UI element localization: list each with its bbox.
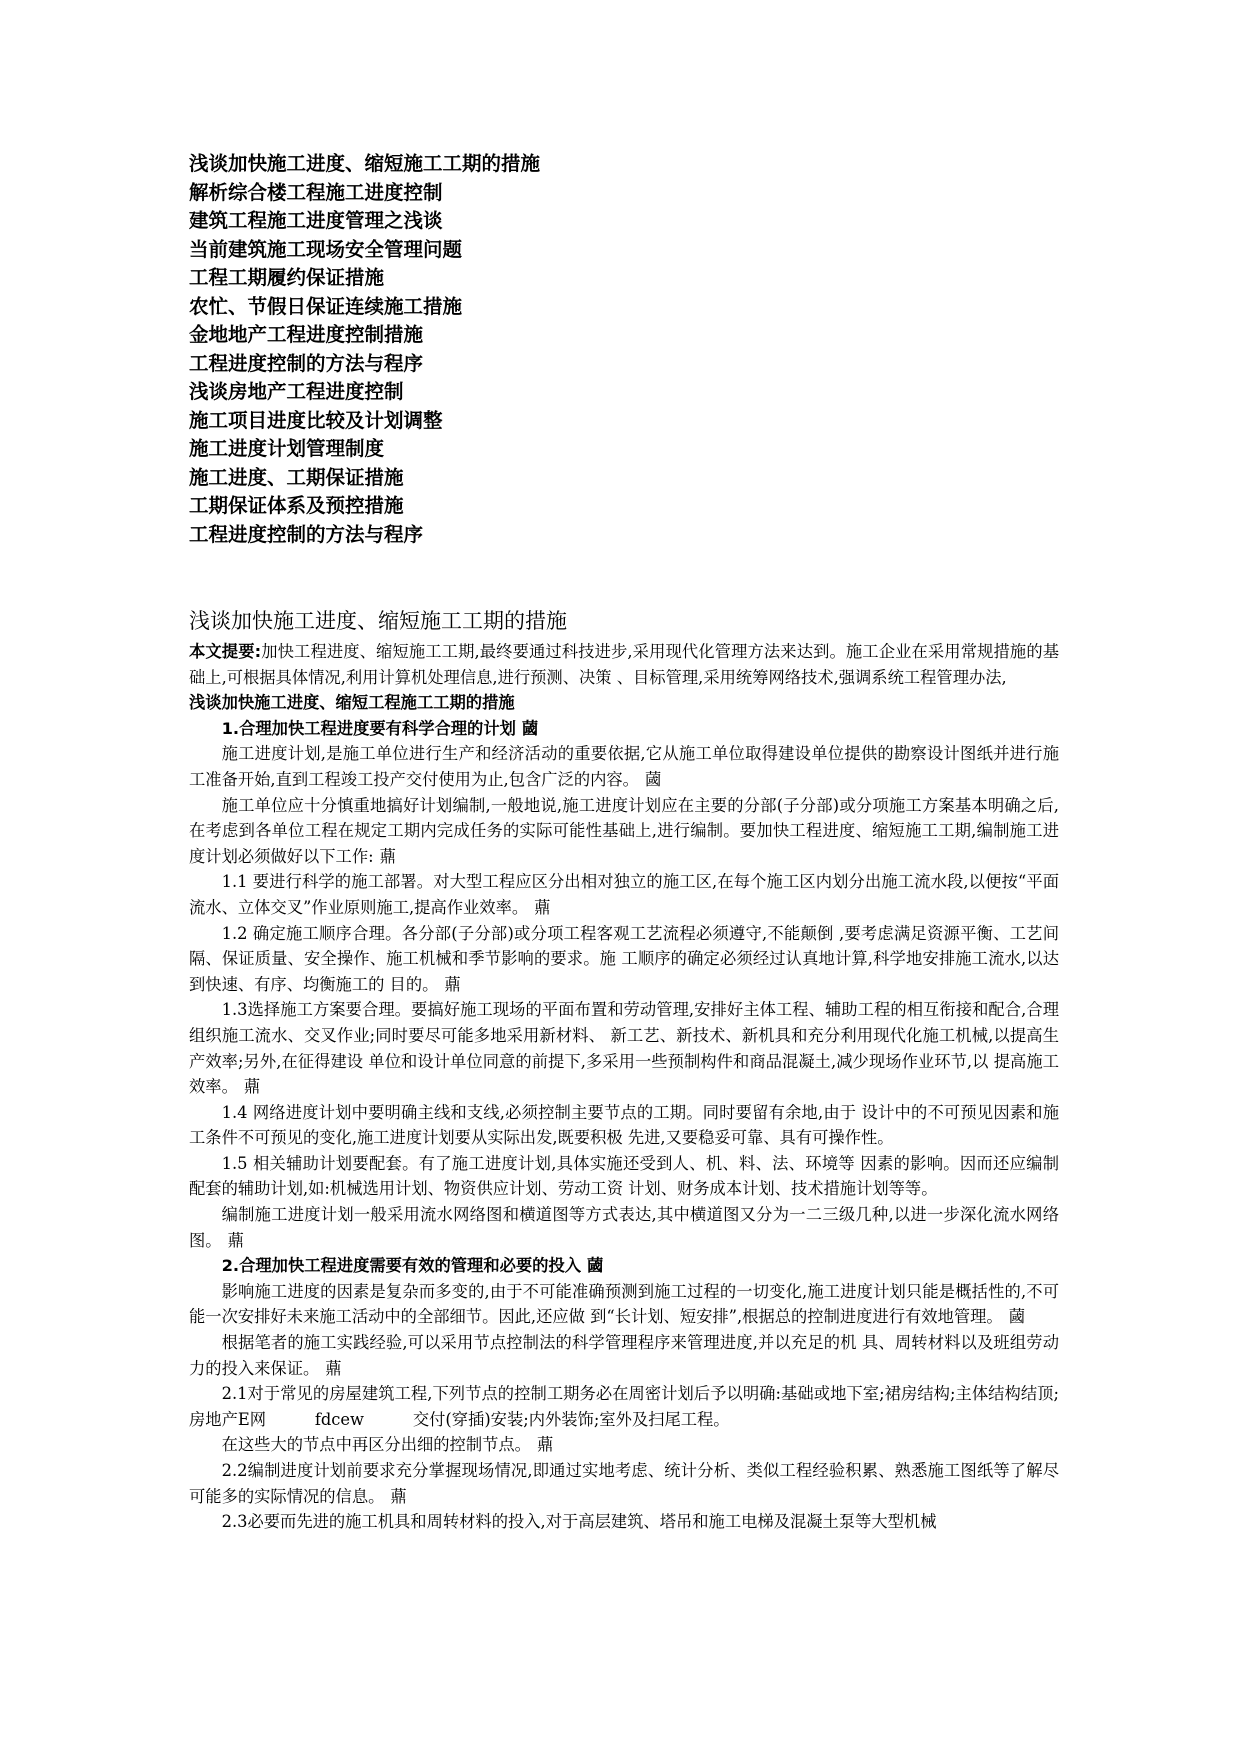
paragraph-text: 施工进度计划,是施工单位进行生产和经济活动的重要依据,它从施工单位取得建设单位提供的勘察设计图纸并进行施工准备开始,直到工程竣工投产交付使用为止,包含广泛的内容。 <box>189 744 1059 789</box>
paragraph-text: 2.3必要而先进的施工机具和周转材料的投入,对于高层建筑、塔吊和施工电梯及混凝土泵等大型机械 <box>221 1512 937 1532</box>
paragraph-text: 在这些大的节点中再区分出细的控制节点。 <box>221 1435 531 1455</box>
toc-item[interactable]: 施工项目进度比较及计划调整 <box>189 408 443 432</box>
paragraph-mark: 薡 <box>444 974 461 994</box>
section-heading <box>189 716 1059 742</box>
toc-item[interactable]: 解析综合楼工程施工进度控制 <box>189 180 443 204</box>
paragraph-text: 1.2 确定施工顺序合理。各分部(子分部)或分项工程客观工艺流程必须遵守,不能颠倒 ,要考虑满足资源平衡、工艺间隔、保证质量、安全操作、施工机械和季节影响的要求。施 工顺序的确定必须经过认真地计算,科学地安排施工流水,以达到快速、有序、均衡施工的 目的。 <box>189 923 1059 994</box>
paragraph <box>189 1432 1059 1458</box>
paragraph-mark: 薡 <box>536 1435 554 1455</box>
paragraph <box>189 921 1059 998</box>
paragraph <box>189 1202 1059 1253</box>
paragraph-text: 根据笔者的施工实践经验,可以采用节点控制法的科学管理程序来管理进度,并以充足的机 具、周转材料以及班组劳动力的投入来保证。 <box>189 1333 1059 1378</box>
article-body <box>189 605 1059 1535</box>
paragraph <box>189 1381 1059 1432</box>
toc-item[interactable]: 施工进度、工期保证措施 <box>189 465 404 489</box>
paragraph-mark: 蔮 <box>644 769 662 789</box>
toc-item[interactable]: 施工进度计划管理制度 <box>189 437 385 460</box>
paragraph <box>189 741 1059 792</box>
summary-text: 加快工程进度、缩短施工工期,最终要通过科技进步,采用现代化管理方法来达到。施工企业在采用常规措施的基础上,可根据具体情况,利用计算机处理信息,进行预测、决策 、目标管理,采用统筹网络技术,强调系统工程管理办法, <box>189 642 1060 687</box>
paragraph <box>189 1458 1059 1509</box>
article-subtitle: 浅谈加快施工进度、缩短工程施工工期的措施 <box>189 693 515 713</box>
paragraph-mark: 蔮 <box>1008 1307 1025 1327</box>
paragraph-mark: 薡 <box>325 1358 342 1378</box>
table-of-contents <box>189 150 1089 549</box>
paragraph-text: 施工单位应十分慎重地搞好计划编制,一般地说,施工进度计划应在主要的分部(子分部)或分项施工方案基本明确之后,在考虑到各单位工程在规定工期内完成任务的实际可能性基础上,进行编制。要加快工程进度、缩短施工工期,编制施工进度计划必须做好以下工作: <box>189 795 1059 866</box>
paragraph-mark: 薡 <box>534 897 551 917</box>
section-mark: 蔮 <box>521 718 539 738</box>
paragraph-text: 1.1 要进行科学的施工部署。对大型工程应区分出相对独立的施工区,在每个施工区内划分出施工流水段,以便按“平面流水、立体交叉”作业原则施工,提高作业效率。 <box>189 872 1059 917</box>
paragraph-mark: 薡 <box>227 1230 244 1250</box>
toc-item[interactable]: 工程进度控制的方法与程序 <box>189 522 424 546</box>
paragraph <box>189 793 1059 870</box>
paragraph-text: 编制施工进度计划一般采用流水网络图和横道图等方式表达,其中横道图又分为一二三级几种,以进一步深化流水网络图。 <box>189 1205 1059 1250</box>
paragraph <box>189 1100 1059 1151</box>
paragraph <box>189 1330 1059 1381</box>
paragraph-text: 2.2编制进度计划前要求充分掌握现场情况,即通过实地考虑、统计分析、类似工程经验积累、熟悉施工图纸等了解尽可能多的实际情况的信息。 <box>189 1461 1059 1506</box>
toc-item[interactable]: 当前建筑施工现场安全管理问题 <box>189 237 463 261</box>
toc-item[interactable]: 建筑工程施工进度管理之浅谈 <box>189 209 443 232</box>
paragraph-text: 影响施工进度的因素是复杂而多变的,由于不可能准确预测到施工过程的一切变化,施工进度计划只能是概括性的,不可能一次安排好未来施工活动中的全部细节。因此,还应做 到“长计划、短安排”,根据总的控制进度进行有效地管理。 <box>189 1281 1059 1327</box>
toc-item[interactable]: 浅谈房地产工程进度控制 <box>189 380 404 403</box>
paragraph <box>189 869 1059 920</box>
paragraph-text: 2.1对于常见的房屋建筑工程,下列节点的控制工期务必在周密计划后予以明确:基础或地下室;裙房结构;主体结构结顶;房地产E网 fdcew 交付(穿插)安装;内外装饰;室外及扫尾工程。 <box>189 1384 1059 1429</box>
section-heading-text: 2.合理加快工程进度需要有效的管理和必要的投入 <box>221 1256 582 1276</box>
paragraph-mark: 薡 <box>390 1486 407 1506</box>
toc-item[interactable]: 金地地产工程进度控制措施 <box>189 323 424 346</box>
paragraph <box>189 1279 1059 1330</box>
article-title: 浅谈加快施工进度、缩短施工工期的措施 <box>189 609 567 633</box>
toc-item[interactable]: 农忙、节假日保证连续施工措施 <box>189 294 463 318</box>
paragraph-text: 1.4 网络进度计划中要明确主线和支线,必须控制主要节点的工期。同时要留有余地,由于 设计中的不可预见因素和施工条件不可预见的变化,施工进度计划要从实际出发,既要积极 先进,又要稳妥可靠、具有可操作性。 <box>189 1102 1059 1148</box>
paragraph-text: 1.3选择施工方案要合理。要搞好施工现场的平面布置和劳动管理,安排好主体工程、辅助工程的相互衔接和配合,合理组织施工流水、交叉作业;同时要尽可能多地采用新材料、 新工艺、新技术、新机具和充分利用现代化施工机械,以提高生产效率;另外,在征得建设 单位和设计单位同意的前提下,多采用一些预制构件和商品混凝土,减少现场作业环节,以 提高施工效率。 <box>189 1000 1059 1097</box>
toc-item[interactable]: 浅谈加快施工进度、缩短施工工期的措施 <box>189 152 541 175</box>
paragraph <box>189 1151 1059 1202</box>
paragraph <box>189 997 1059 1099</box>
paragraph-mark: 薡 <box>243 1077 261 1097</box>
toc-item[interactable]: 工程进度控制的方法与程序 <box>189 351 424 375</box>
section-heading <box>189 1253 1059 1279</box>
article-summary <box>189 639 1059 690</box>
toc-item[interactable]: 工期保证体系及预控措施 <box>189 494 404 517</box>
paragraph-mark: 薡 <box>379 846 396 866</box>
toc-item[interactable]: 工程工期履约保证措施 <box>189 266 385 289</box>
paragraph-text: 1.5 相关辅助计划要配套。有了施工进度计划,具体实施还受到人、机、料、法、环境等 因素的影响。因而还应编制配套的辅助计划,如:机械选用计划、物资供应计划、劳动工资 计划、财务成本计划、技术措施计划等等。 <box>189 1153 1059 1199</box>
section-mark: 蔮 <box>587 1256 604 1276</box>
section-heading-text: 1.合理加快工程进度要有科学合理的计划 <box>221 718 516 738</box>
summary-label: 本文提要: <box>189 642 262 661</box>
paragraph <box>189 1509 1059 1535</box>
